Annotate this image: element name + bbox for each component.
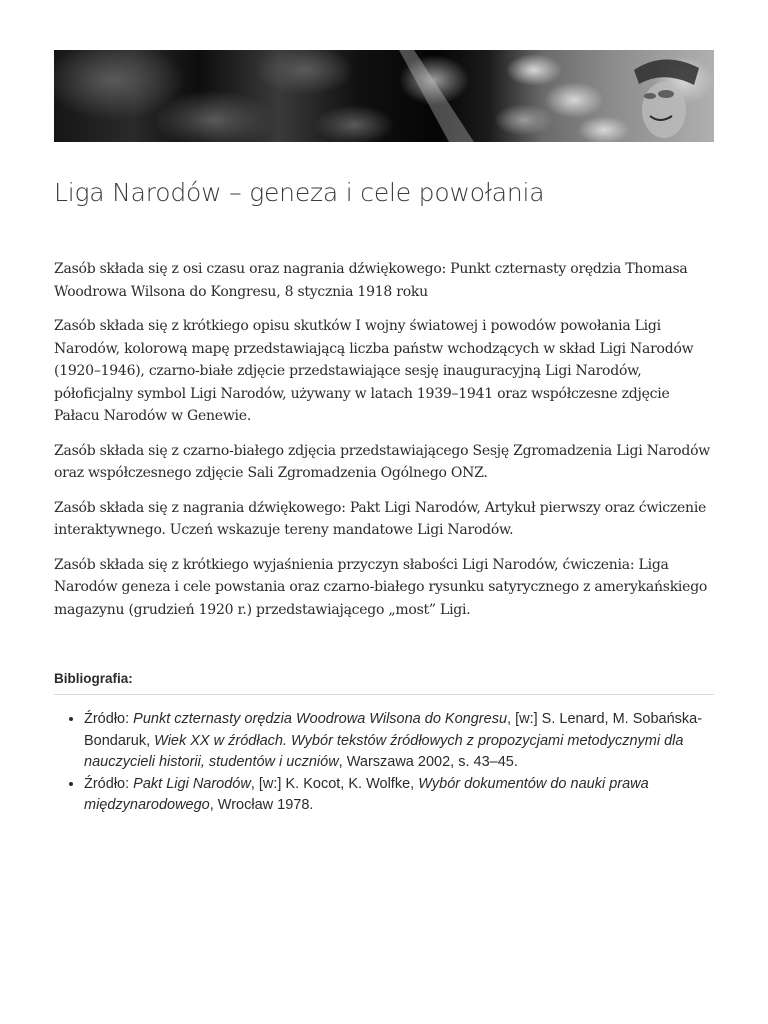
header-banner-image (54, 50, 714, 142)
description-paragraph: Zasób składa się z osi czasu oraz nagrania dźwiękowego: Punkt czternasty orędzia Thomasa Woodrowa Wilsona do Kongresu, 8 stycznia 1918 roku (54, 261, 688, 300)
description-paragraph: Zasób składa się z czarno-białego zdjęcia przedstawiającego Sesję Zgromadzenia Ligi Narodów oraz współczesnego zdjęcie Sali Zgromadzenia Ogólnego ONZ. (54, 442, 710, 481)
banner-photo-graphic (54, 50, 714, 142)
bibliography-work-title: Wiek XX w źródłach. Wybór tekstów źródłowych z propozycjami metodycznymi dla nauczycieli historii, studentów i uczniów (84, 732, 684, 770)
bibliography-publication: , Wrocław 1978. (209, 797, 314, 813)
bibliography-heading: Bibliografia: (54, 671, 714, 695)
page-title: Liga Narodów – geneza i cele powołania (54, 178, 545, 207)
bibliography-list (54, 709, 714, 817)
bibliography-authors: , [w:] K. Kocot, K. Wolfke, (250, 775, 419, 792)
bibliography-prefix: Źródło: (84, 711, 134, 727)
bibliography-publication: , Warszawa 2002, s. 43–45. (338, 754, 518, 770)
description-paragraph: Zasób składa się z krótkiego wyjaśnienia przyczyn słabości Ligi Narodów, ćwiczenia: Liga Narodów geneza i cele powstania oraz czarno-białego rysunku satyrycznego z amerykańskiego magazynu (grudzień 1920 r.) przedstawiającego „most” Ligi. (54, 556, 708, 618)
bibliography-prefix: Źródło: (84, 775, 134, 792)
bibliography-item (84, 709, 714, 774)
bibliography-authors: , [w:] S. Lenard, M. Sobańska-Bondaruk, (84, 711, 703, 749)
description-paragraph: Zasób składa się z krótkiego opisu skutków I wojny światowej i powodów powołania Ligi Narodów, kolorową mapę przedstawiającą liczba państw wchodzących w skład Ligi Narodów (1920–1946), czarno-białe zdjęcie przedstawiające sesję inauguracyjną Ligi Narodów, półoficjalny symbol Ligi Narodów, używany w latach 1939–1941 oraz współczesne zdjęcie Pałacu Narodów w Genewie. (54, 318, 694, 424)
bibliography-work-title: Wybór dokumentów do nauki prawa międzynarodowego (84, 775, 649, 813)
document-page (54, 50, 714, 817)
description-paragraph: Zasób składa się z nagrania dźwiękowego: Pakt Ligi Narodów, Artykuł pierwszy oraz ćwiczenie interaktywnego. Uczeń wskazuje tereny mandatowe Ligi Narodów. (54, 499, 707, 538)
bibliography-item (84, 774, 714, 817)
resource-descriptions (54, 258, 714, 621)
bibliography-source-title: Punkt czternasty orędzia Woodrowa Wilsona do Kongresu (133, 711, 508, 727)
bibliography-source-title: Pakt Ligi Narodów (133, 775, 251, 792)
